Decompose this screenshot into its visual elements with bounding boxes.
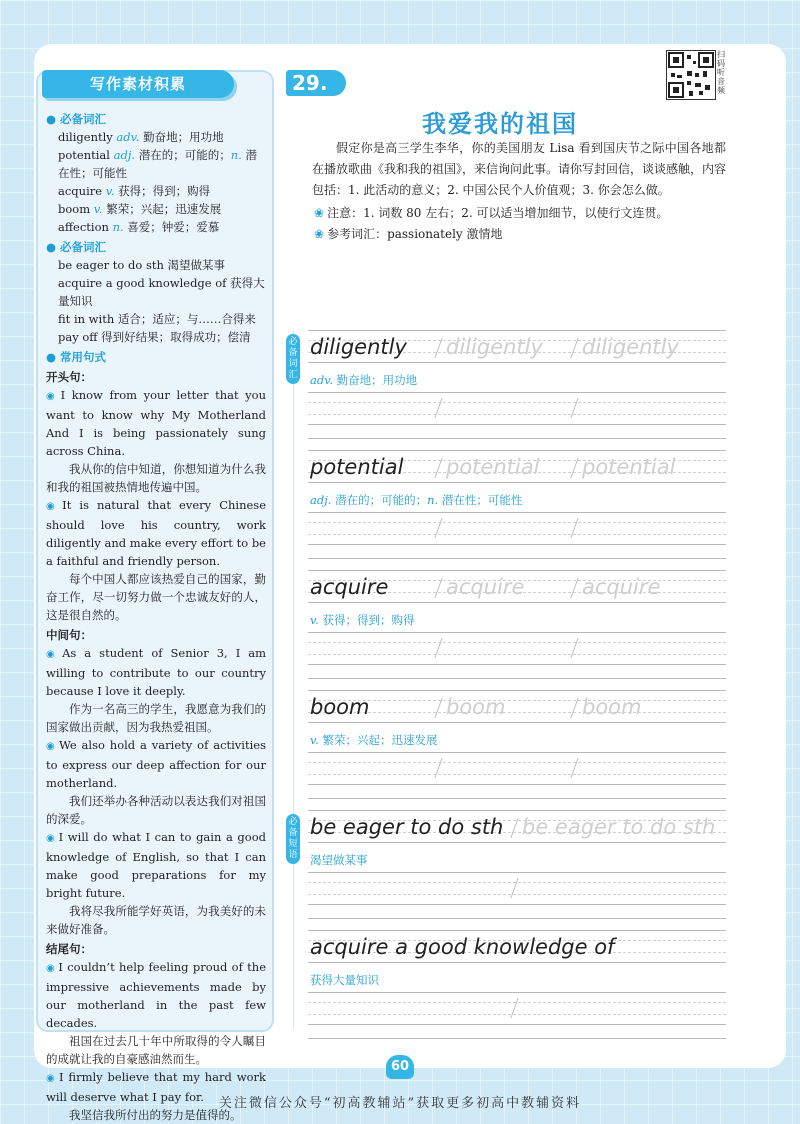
vocab-meaning: 获得；得到；购得 bbox=[118, 184, 211, 198]
vocab-pos: adv. bbox=[116, 130, 140, 144]
meaning-text: 勤奋地；用功地 bbox=[336, 373, 418, 387]
practice-meaning: adj. 潜在的；可能的；n. 潜在性；可能性 bbox=[310, 493, 523, 507]
guide-line bbox=[308, 784, 726, 785]
guide-line bbox=[308, 918, 726, 919]
bullet-icon: ◉ bbox=[46, 501, 60, 512]
meaning-text: 获得大量知识 bbox=[310, 973, 379, 987]
sentence-zh: 祖国在过去几十年中所取得的令人瞩目的成就让我的自豪感油然而生。 bbox=[46, 1034, 266, 1066]
prompt-note: ❀ 注意：1. 词数 80 左右；2. 可以适当增加细节，以使行文连贯。 bbox=[314, 206, 669, 220]
guide-line bbox=[308, 1038, 726, 1039]
bullet-icon: ◉ bbox=[46, 649, 60, 660]
guide-line bbox=[308, 774, 726, 775]
bullet-icon: ◉ bbox=[46, 1073, 56, 1084]
guide-line bbox=[308, 810, 726, 811]
prompt-reference: ❀ 参考词汇：passionately 激情地 bbox=[314, 227, 503, 241]
guide-line bbox=[308, 752, 726, 753]
guide-line bbox=[308, 930, 726, 931]
guide-line bbox=[308, 712, 726, 713]
meaning-text: 获得；得到；购得 bbox=[322, 613, 415, 627]
meaning-pos: adv. bbox=[310, 373, 334, 387]
vocab-word: affection bbox=[58, 220, 109, 234]
sentence-zh: 我将尽我所能学好英语，为我美好的未来做好准备。 bbox=[46, 904, 266, 936]
guide-line bbox=[308, 904, 726, 905]
vocab-meaning: 勤奋地；用功地 bbox=[143, 130, 224, 144]
bullet-icon: ◉ bbox=[46, 741, 56, 752]
vocab-word: diligently bbox=[58, 130, 113, 144]
meaning-text: 潜在性；可能性 bbox=[441, 493, 523, 507]
footer-note: 关注微信公众号“初高教辅站”获取更多初高中教辅资料 bbox=[218, 1096, 582, 1111]
practice-word: boom bbox=[310, 695, 370, 719]
ghost-word: diligently bbox=[582, 335, 679, 359]
practice-word: diligently bbox=[310, 335, 407, 359]
ending-label: 结尾句： bbox=[46, 942, 92, 956]
guide-line bbox=[308, 1024, 726, 1025]
vocab-section-title: ● 必备词汇 bbox=[46, 112, 107, 126]
guide-line bbox=[308, 642, 726, 643]
vocab-pos: v. bbox=[93, 202, 103, 216]
sentence-zh: 每个中国人都应该热爱自己的国家，勤奋工作，尽一切努力做一个忠诚友好的人，这是很自然的。 bbox=[46, 572, 266, 622]
bullet-icon: ◉ bbox=[46, 963, 56, 974]
guide-line bbox=[308, 438, 726, 439]
meaning-pos: adj. bbox=[310, 493, 332, 507]
sentence-en bbox=[46, 496, 266, 570]
material-panel bbox=[36, 70, 274, 1122]
side-rule bbox=[293, 330, 294, 1030]
practice-word: potential bbox=[310, 455, 404, 479]
tag-vocab: 必备词汇 bbox=[286, 334, 300, 384]
qr-code-icon[interactable] bbox=[666, 50, 716, 100]
meaning-text: 繁荣；兴起；迅速发展 bbox=[322, 733, 438, 747]
vocab-pos: n. bbox=[230, 148, 242, 162]
sentence-section-title: ● 常用句式 bbox=[46, 350, 107, 364]
guide-line bbox=[308, 722, 726, 723]
vocab-item bbox=[46, 182, 266, 200]
guide-line bbox=[308, 798, 726, 799]
guide-line bbox=[308, 522, 726, 523]
ghost-word: diligently bbox=[446, 335, 543, 359]
guide-line bbox=[308, 392, 726, 393]
sentence-text: I will do what I can to gain a good knowledge of English, so that I can make good preparations for my bright future. bbox=[46, 830, 266, 900]
guide-line bbox=[308, 558, 726, 559]
sentence-en bbox=[46, 644, 266, 700]
sentence-en bbox=[46, 958, 266, 1032]
guide-line bbox=[308, 544, 726, 545]
phrase-section-title: ● 必备词汇 bbox=[46, 240, 107, 254]
phrase-list bbox=[46, 256, 266, 346]
sentence-text: As a student of Senior 3, I am willing to contribute to our country because I love it deeply. bbox=[46, 646, 267, 698]
middle-sentences bbox=[46, 644, 266, 938]
vocab-word: boom bbox=[58, 202, 91, 216]
vocab-pos: n. bbox=[112, 220, 124, 234]
vocab-word: potential bbox=[58, 148, 110, 162]
vocab-list bbox=[46, 128, 266, 236]
phrase-item: pay off 得到好结果；取得成功；偿清 bbox=[58, 330, 251, 344]
writing-prompt bbox=[312, 138, 726, 245]
meaning-pos: v. bbox=[310, 733, 319, 747]
guide-line bbox=[308, 690, 726, 691]
ghost-word: potential bbox=[582, 455, 676, 479]
guide-line bbox=[308, 700, 726, 701]
guide-line bbox=[308, 962, 726, 963]
page-number: 60 bbox=[386, 1055, 414, 1079]
vocab-item bbox=[46, 200, 266, 218]
meaning-pos: v. bbox=[310, 613, 319, 627]
practice-meaning bbox=[310, 372, 417, 388]
vocab-meaning: 潜在的；可能的 bbox=[138, 148, 220, 162]
meaning-text: 潜在的；可能的 bbox=[335, 493, 416, 507]
vocab-item bbox=[46, 218, 266, 236]
ghost-word: acquire bbox=[582, 575, 661, 599]
guide-line bbox=[308, 872, 726, 873]
guide-line bbox=[308, 762, 726, 763]
guide-line bbox=[308, 842, 726, 843]
guide-line bbox=[308, 402, 726, 403]
ghost-word: boom bbox=[582, 695, 642, 719]
sentence-zh: 作为一名高三的学生，我愿意为我们的国家做出贡献，因为我热爱祖国。 bbox=[46, 702, 266, 734]
guide-line bbox=[308, 414, 726, 415]
panel-header: 写作素材积累 bbox=[42, 70, 234, 98]
practice-meaning bbox=[310, 612, 414, 628]
guide-line bbox=[308, 664, 726, 665]
vocab-meaning: 繁荣；兴起；迅速发展 bbox=[106, 202, 222, 216]
sentence-en bbox=[46, 828, 266, 902]
practice-meaning bbox=[310, 732, 437, 748]
guide-line bbox=[308, 330, 726, 331]
practice-meaning bbox=[310, 972, 379, 988]
note-marker-icon: ❀ bbox=[314, 206, 325, 220]
guide-line bbox=[308, 424, 726, 425]
ref-marker-icon: ❀ bbox=[314, 227, 325, 241]
vocab-pos: adj. bbox=[113, 148, 136, 162]
guide-line bbox=[308, 450, 726, 451]
ghost-word: acquire bbox=[446, 575, 525, 599]
middle-label: 中间句： bbox=[46, 628, 92, 642]
vocab-meaning: 潜在性；可能性 bbox=[58, 148, 257, 180]
opening-label: 开头句： bbox=[46, 370, 92, 384]
practice-word: acquire a good knowledge of bbox=[310, 935, 615, 959]
meaning-pos: n. bbox=[427, 493, 439, 507]
practice-word: acquire bbox=[310, 575, 389, 599]
sentence-zh: 我们还举办各种活动以表达我们对祖国的深爱。 bbox=[46, 794, 266, 826]
guide-line bbox=[308, 894, 726, 895]
guide-line bbox=[308, 654, 726, 655]
sentence-en bbox=[46, 736, 266, 792]
vocab-word: acquire bbox=[58, 184, 103, 198]
phrase-item: be eager to do sth 渴望做某事 bbox=[58, 258, 226, 272]
bullet-icon: ◉ bbox=[46, 391, 58, 402]
page-title: 我爱我的祖国 bbox=[422, 110, 578, 138]
meaning-text: 渴望做某事 bbox=[310, 853, 368, 867]
guide-line bbox=[308, 512, 726, 513]
question-number: 29. bbox=[286, 70, 346, 96]
practice-word: be eager to do sth bbox=[310, 815, 504, 839]
sentence-text: I firmly believe that my hard work will deserve what I pay for. bbox=[46, 1070, 266, 1104]
vocab-item: potential adj. 潜在的；可能的；n. 潜在性；可能性 bbox=[58, 148, 257, 180]
sentence-en bbox=[46, 386, 266, 460]
guide-line bbox=[308, 1014, 726, 1015]
sentence-text: We also hold a variety of activities to express our deep affection for our motherland. bbox=[46, 738, 266, 790]
sentence-text: I couldn’t help feeling proud of the impressive achievements made by our motherland in the past few decades. bbox=[46, 960, 266, 1030]
sentence-text: I know from your letter that you want to know why My Motherland And I is being passionately sung across China. bbox=[46, 388, 266, 458]
guide-line bbox=[308, 482, 726, 483]
sentence-zh: 我坚信我所付出的努力是值得的。 bbox=[69, 1108, 242, 1122]
ghost-word: be eager to do sth bbox=[522, 815, 716, 839]
vocab-pos: v. bbox=[105, 184, 115, 198]
guide-line bbox=[308, 678, 726, 679]
guide-line bbox=[308, 632, 726, 633]
guide-line bbox=[308, 362, 726, 363]
vocab-meaning: 喜爱；钟爱；爱慕 bbox=[127, 220, 220, 234]
guide-line bbox=[308, 534, 726, 535]
tag-phrase: 必备短语 bbox=[286, 814, 300, 864]
guide-line bbox=[308, 992, 726, 993]
vocab-item bbox=[46, 128, 266, 146]
phrase-item: fit in with 适合；适应；与……合得来 bbox=[58, 312, 256, 326]
ghost-word: potential bbox=[446, 455, 540, 479]
qr-label: 扫码听音频 bbox=[717, 50, 725, 95]
prompt-text: 假定你是高三学生李华，你的美国朋友 Lisa 看到国庆节之际中国各地都在播放歌曲《我和我的祖国》，来信询问此事。请你写封回信，谈谈感触，内容包括：1. 此活动的意义；2. 中国公民个人价值观；3. 你会怎么做。 bbox=[312, 141, 727, 197]
sentence-zh: 我从你的信中知道，你想知道为什么我和我的祖国被热情地传遍中国。 bbox=[46, 462, 266, 494]
ghost-word: boom bbox=[446, 695, 506, 719]
bullet-icon: ◉ bbox=[46, 833, 56, 844]
opening-sentences bbox=[46, 386, 266, 624]
phrase-item: acquire a good knowledge of 获得大量知识 bbox=[58, 276, 265, 308]
guide-line bbox=[308, 570, 726, 571]
sentence-text: It is natural that every Chinese should love his country, work diligently and make every effort to be a faithful and friendly person. bbox=[46, 498, 266, 568]
practice-meaning bbox=[310, 852, 368, 868]
guide-line bbox=[308, 602, 726, 603]
